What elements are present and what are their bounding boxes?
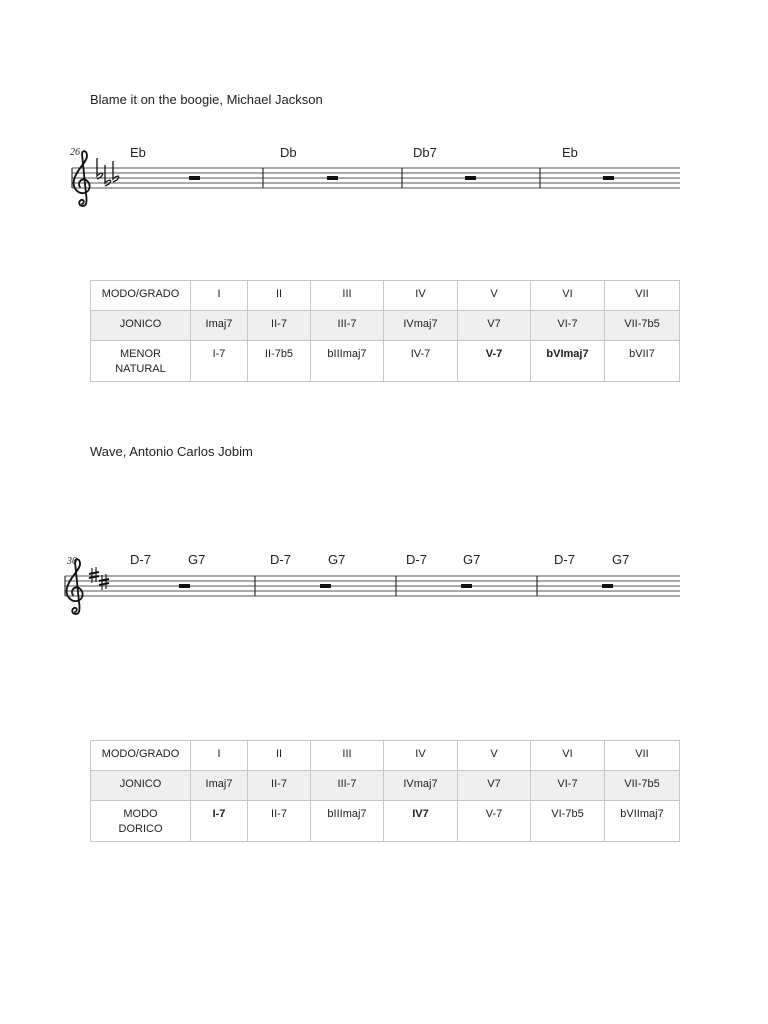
table-cell: MENOR NATURAL	[91, 341, 191, 382]
chord-symbol: Db7	[413, 145, 437, 160]
table-cell: VII	[605, 741, 680, 771]
table-cell: Imaj7	[191, 771, 248, 801]
treble-clef-icon	[67, 559, 83, 614]
table-cell: V	[458, 281, 531, 311]
table-cell: bVII7	[605, 341, 680, 382]
chord-symbol: D-7	[270, 552, 291, 567]
table-cell: MODO DORICO	[91, 801, 191, 842]
table-cell: bIIImaj7	[311, 801, 384, 842]
treble-clef-icon	[74, 151, 90, 206]
table-cell: III-7	[311, 311, 384, 341]
chord-symbol: G7	[612, 552, 630, 567]
table-cell: IVmaj7	[384, 771, 458, 801]
chord-symbol: Db	[280, 145, 297, 160]
table-header-row	[91, 741, 680, 771]
table-cell: Imaj7	[191, 311, 248, 341]
table-cell: VI-7b5	[531, 801, 605, 842]
chord-symbol: D-7	[554, 552, 575, 567]
measure-number-2: 30	[67, 556, 77, 567]
chord-symbol: G7	[188, 552, 206, 567]
music-staff-1	[60, 150, 685, 220]
table-cell: MODO/GRADO	[91, 281, 191, 311]
table-cell: VI-7	[531, 771, 605, 801]
staff-svg	[60, 150, 685, 220]
modes-table-1	[90, 280, 680, 382]
table-cell: V-7	[458, 801, 531, 842]
chord-symbol: Eb	[130, 145, 146, 160]
sharp-sign-icon	[89, 567, 109, 590]
music-staff-2	[60, 558, 685, 628]
table-cell: IV	[384, 741, 458, 771]
table-cell: IV-7	[384, 341, 458, 382]
table-cell: V	[458, 741, 531, 771]
table-cell-highlight: bVImaj7	[531, 341, 605, 382]
table-cell: III-7	[311, 771, 384, 801]
chord-symbol: G7	[463, 552, 481, 567]
table-cell: III	[311, 741, 384, 771]
table-cell: I	[191, 741, 248, 771]
chord-symbol: D-7	[130, 552, 151, 567]
table-cell: V7	[458, 771, 531, 801]
table-cell: VI	[531, 281, 605, 311]
table-cell: JONICO	[91, 311, 191, 341]
table-cell: VI-7	[531, 311, 605, 341]
table-cell: II-7	[248, 801, 311, 842]
table-cell: I-7	[191, 341, 248, 382]
table-cell-highlight: V-7	[458, 341, 531, 382]
table-cell: JONICO	[91, 771, 191, 801]
table-cell: MODO/GRADO	[91, 741, 191, 771]
flat-sign-icon	[97, 158, 119, 186]
measure-number-1: 26	[70, 147, 80, 158]
modes-table-2	[90, 740, 680, 842]
table-cell: bVIImaj7	[605, 801, 680, 842]
table-cell: VII	[605, 281, 680, 311]
table-cell: III	[311, 281, 384, 311]
table-cell: IV	[384, 281, 458, 311]
chord-symbol: Eb	[562, 145, 578, 160]
table-row	[91, 311, 680, 341]
table-row	[91, 341, 680, 382]
table-cell: II	[248, 281, 311, 311]
chord-symbol: D-7	[406, 552, 427, 567]
chord-symbol: G7	[328, 552, 346, 567]
song-title-1: Blame it on the boogie, Michael Jackson	[90, 92, 323, 107]
table-row	[91, 771, 680, 801]
table-cell: VII-7b5	[605, 771, 680, 801]
table-cell: II	[248, 741, 311, 771]
table-cell-highlight: IV7	[384, 801, 458, 842]
table-cell: II-7	[248, 771, 311, 801]
table-cell: bIIImaj7	[311, 341, 384, 382]
table-cell: II-7	[248, 311, 311, 341]
table-cell: I	[191, 281, 248, 311]
table-cell: II-7b5	[248, 341, 311, 382]
song-title-2: Wave, Antonio Carlos Jobim	[90, 444, 253, 459]
table-cell: V7	[458, 311, 531, 341]
table-header-row	[91, 281, 680, 311]
table-cell: VI	[531, 741, 605, 771]
table-cell: VII-7b5	[605, 311, 680, 341]
staff-svg	[60, 558, 685, 628]
table-cell-highlight: I-7	[191, 801, 248, 842]
table-cell: IVmaj7	[384, 311, 458, 341]
table-row	[91, 801, 680, 842]
